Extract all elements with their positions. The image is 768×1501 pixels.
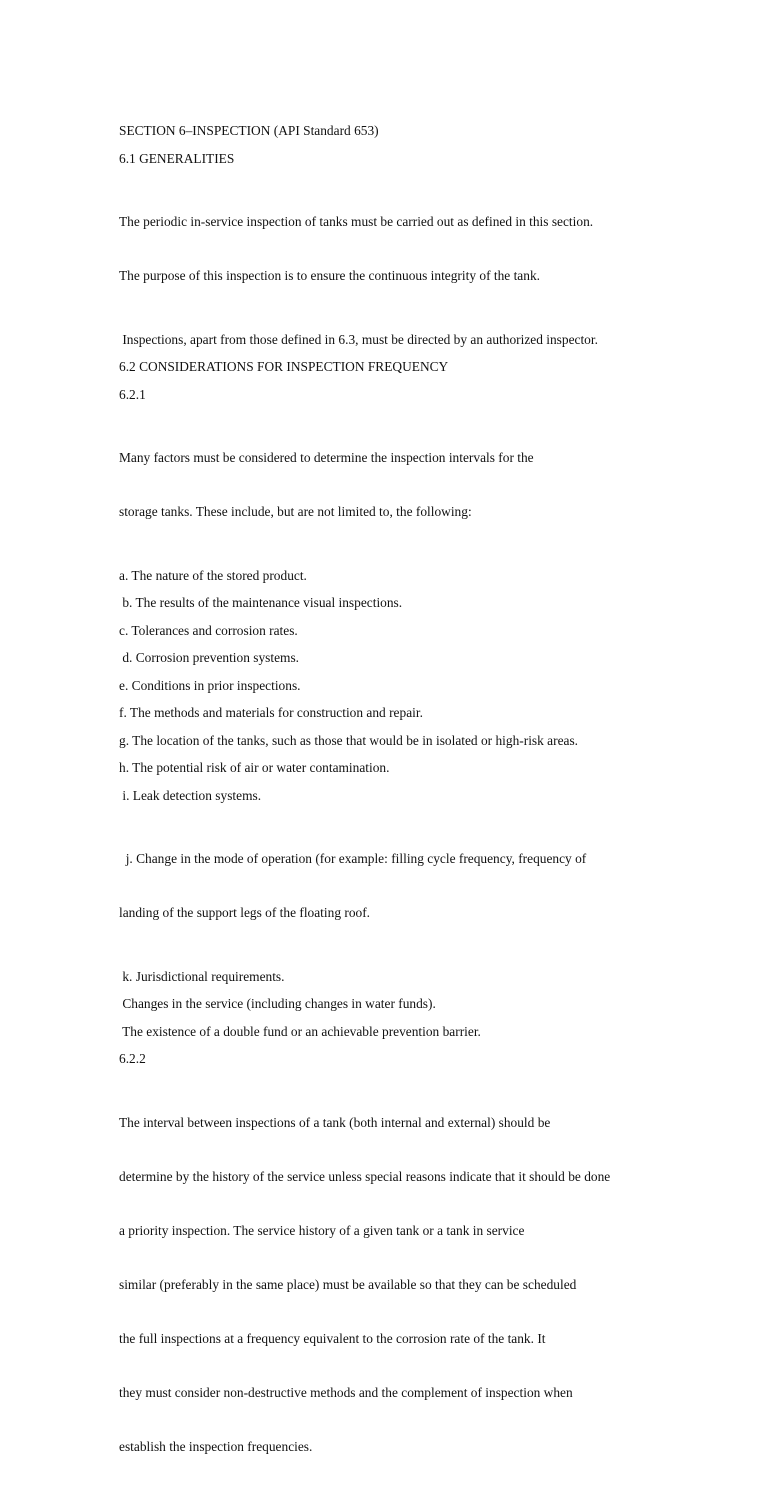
list-item-existence: The existence of a double fund or an achievable prevention barrier. [119,1023,481,1039]
list-item-g: g. The location of the tanks, such as those that would be in isolated or high-risk areas. [119,732,579,748]
section-title: SECTION 6–INSPECTION (API Standard 653) [119,123,379,138]
document-page [119,122,659,1501]
list-item-h: h. The potential risk of air or water contamination. [119,760,390,775]
list-item-d: d. Corrosion prevention systems. [119,650,300,665]
paragraph-line: The purpose of this inspection is to ensure the continuous integrity of the tank. [119,268,540,283]
paragraph-line: similar (preferably in the same place) must be available so that they can be scheduled [119,1276,577,1292]
paragraph-line: establish the inspection frequencies. [119,1438,313,1454]
list-item-j [119,814,659,958]
paragraph-6-1 [119,177,659,321]
list-item-e: e. Conditions in prior inspections. [119,677,301,693]
paragraph-line: determine by the history of the service unless special reasons indicate that it should be done [119,1168,611,1184]
paragraph-line: a priority inspection. The service history of a given tank or a tank in service [119,1222,525,1238]
paragraph-6-2-1 [119,413,659,557]
paragraph-line: they must consider non-destructive methods and the complement of inspection when [119,1384,573,1400]
heading-6-2-1: 6.2.1 [119,386,146,402]
paragraph-line: The periodic in-service inspection of tanks must be carried out as defined in this section. [119,214,594,229]
list-item-a: a. The nature of the stored product. [119,567,307,583]
paragraph-6-1-authorized: Inspections, apart from those defined in 6.3, must be directed by an authorized inspector. [119,331,598,347]
list-item-f: f. The methods and materials for construction and repair. [119,705,423,720]
heading-6-2-2: 6.2.2 [119,1051,146,1066]
paragraph-line: The interval between inspections of a tank (both internal and external) should be [119,1114,551,1130]
heading-6-1: 6.1 GENERALITIES [119,150,235,166]
paragraph-line: Many factors must be considered to determine the inspection intervals for the [119,450,534,465]
list-item-i: i. Leak detection systems. [119,787,262,803]
heading-6-2: 6.2 CONSIDERATIONS FOR INSPECTION FREQUENCY [119,359,449,374]
list-item-c: c. Tolerances and corrosion rates. [119,622,298,638]
list-item-changes: Changes in the service (including changes in water funds). [119,996,436,1011]
list-item-b: b. The results of the maintenance visual inspections. [119,595,403,610]
list-item-line: landing of the support legs of the floating roof. [119,905,371,920]
paragraph-line: the full inspections at a frequency equivalent to the corrosion rate of the tank. It [119,1330,546,1346]
paragraph-line: storage tanks. These include, but are not limited to, the following: [119,504,472,519]
list-item-line: j. Change in the mode of operation (for example: filling cycle frequency, frequency of [119,851,587,866]
list-item-k: k. Jurisdictional requirements. [119,968,285,984]
paragraph-6-2-2 [119,1078,659,1492]
